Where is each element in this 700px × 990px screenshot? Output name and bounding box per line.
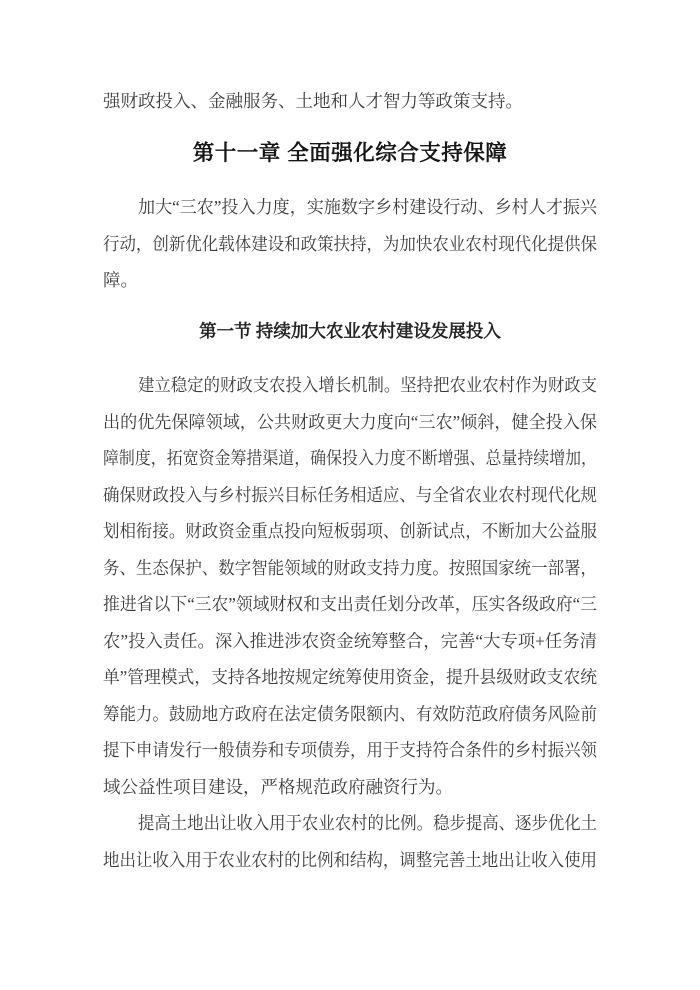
paragraph-land-transfer-revenue [103,805,597,878]
text-line-content: 强财政投入、金融服务、土地和人才智力等政策支持。 [103,91,523,111]
text-line [103,732,597,769]
text-line [103,262,597,299]
text-line-content: 建立稳定的财政支农投入增长机制。坚持把农业农村作为财政支 [138,375,597,395]
text-line [103,769,597,806]
text-line-content: 提高土地出让收入用于农业农村的比例。稳步提高、逐步优化土 [138,813,597,833]
text-line [103,842,597,879]
chapter-heading: 第十一章 全面强化综合支持保障 [192,140,508,165]
text-line [103,189,597,226]
text-line [103,404,597,441]
text-line-content: 障。 [103,270,138,290]
text-line [103,659,597,696]
text-line-content: 划相衔接。财政资金重点投向短板弱项、创新试点，不断加大公益服 [103,521,597,541]
text-line [103,805,597,842]
paragraph-fiscal-investment [103,367,597,805]
text-line-content: 地出让收入用于农业农村的比例和结构，调整完善土地出让收入使用 [103,849,597,870]
text-block [103,0,597,878]
text-line [103,226,597,263]
section-heading: 第一节 持续加大农业农村建设发展投入 [199,320,501,341]
text-line-content: 出的优先保障领域，公共财政更大力度向“三农”倾斜，健全投入保 [103,411,597,432]
text-line-content: 域公益性项目建设，严格规范政府融资行为。 [103,776,453,797]
text-line-content: 筹能力。鼓励地方政府在法定债务限额内、有效防范政府债务风险前 [103,703,597,724]
text-line [103,477,597,514]
text-line [103,623,597,660]
text-line-content: 加大“三农”投入力度，实施数字乡村建设行动、乡村人才振兴 [138,197,597,217]
text-line-content: 推进省以下“三农”领域财权和支出责任划分改革，压实各级政府“三 [103,594,597,614]
text-line [103,440,597,477]
paragraph-continuation [103,83,597,120]
text-line-content: 单”管理模式，支持各地按规定统筹使用资金，提升县级财政支农统 [103,667,597,687]
text-line [103,586,597,623]
text-line [103,696,597,733]
text-line [103,550,597,587]
text-line-content: 农”投入责任。深入推进涉农资金统筹整合，完善“大专项+任务清 [103,630,597,651]
text-line-content: 障制度，拓宽资金筹措渠道，确保投入力度不断增强、总量持续增加， [103,448,597,468]
text-line-content: 提下申请发行一般债券和专项债券，用于支持符合条件的乡村振兴领 [103,740,597,760]
text-line [103,83,597,120]
text-line-content: 行动，创新优化载体建设和政策扶持，为加快农业农村现代化提供保 [103,233,597,254]
text-line [103,367,597,404]
text-line-content: 确保财政投入与乡村振兴目标任务相适应、与全省农业农村现代化规 [103,484,597,505]
paragraph-chapter-intro [103,189,597,299]
text-line-content: 务、生态保护、数字智能领域的财政支持力度。按照国家统一部署， [103,557,597,578]
text-line [103,513,597,550]
